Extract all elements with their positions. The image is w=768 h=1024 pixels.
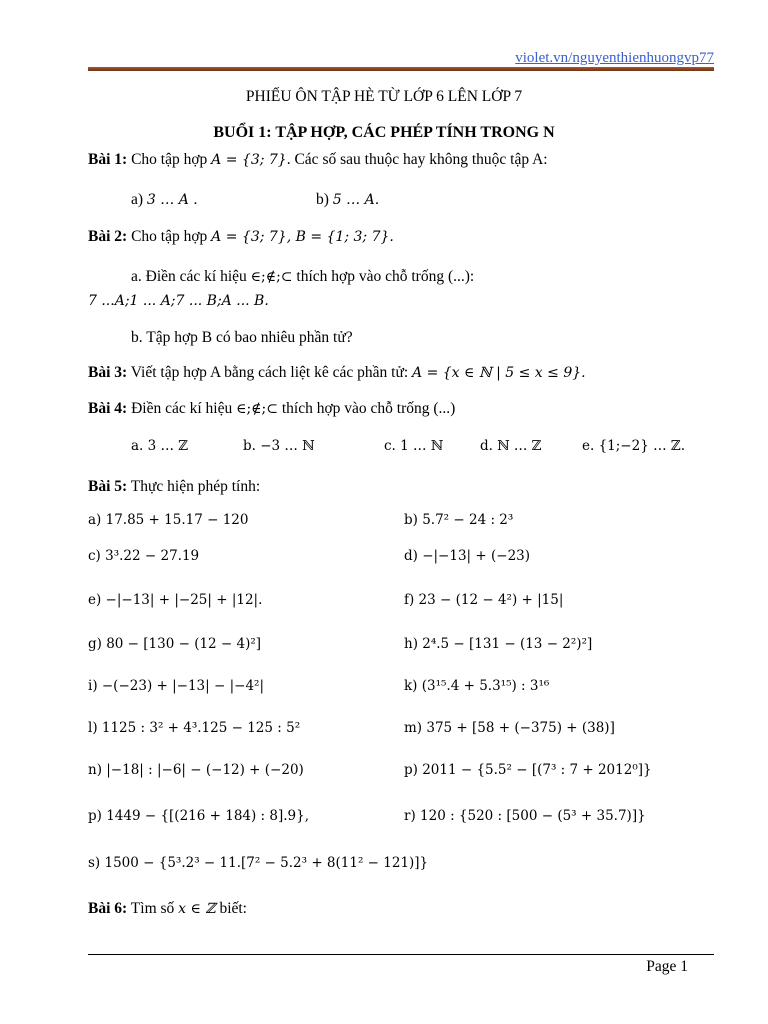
bai2-a-tail: thích hợp vào chỗ trống (...): <box>296 268 475 285</box>
bai2-a-expr: 7 ...A;1 ... A;7 ... B;A ... B. <box>88 293 269 309</box>
bai5-p2-expr: p) 2011 − {5.5² − [(7³ : 7 + 2012⁰]} <box>404 762 652 778</box>
bai2-symbols: ∈;∉;⊂ <box>250 269 293 285</box>
bai5-m-expr: m) 375 + [58 + (−375) + (38)] <box>404 720 615 736</box>
bai5-i-expr: i) −(−23) + |−13| − |−4²| <box>88 678 264 694</box>
bai5-d <box>404 548 530 565</box>
bai2-sets: A = {3; 7}, B = {1; 3; 7}. <box>211 229 394 245</box>
bai2-a-text: a. Điền các kí hiệu <box>131 268 247 285</box>
bai5-i <box>88 678 264 695</box>
bai5-text: Thực hiện phép tính: <box>130 478 261 495</box>
bai4-symbols: ∈;∉;⊂ <box>236 401 278 417</box>
bai5-e-expr: e) −|−13| + |−25| + |12|. <box>88 592 263 608</box>
bai5-s <box>88 855 428 872</box>
bai1-a <box>131 191 198 209</box>
bai5-b-expr: b) 5.7² − 24 : 2³ <box>404 512 514 528</box>
bai6-label: Bài 6: <box>88 900 128 917</box>
bai6-text: Tìm số <box>130 900 175 917</box>
bai6-tail: biết: <box>219 900 247 917</box>
bai4-tail: thích hợp vào chỗ trống (...) <box>281 400 456 417</box>
bai5-k-expr: k) (3¹⁵.4 + 5.3¹⁵) : 3¹⁶ <box>404 678 550 694</box>
bai1-b <box>316 191 379 209</box>
bai5-question <box>88 478 260 496</box>
bai5-f-expr: f) 23 − (12 − 4²) + |15| <box>404 592 564 608</box>
bai5-s-expr: s) 1500 − {5³.2³ − 11.[7² − 5.2³ + 8(11² − 121)]} <box>88 855 429 871</box>
bai3-question <box>88 364 586 382</box>
header-link[interactable]: violet.vn/nguyenthienhuongvp77 <box>515 50 714 66</box>
bai5-n-expr: n) |−18| : |−6| − (−12) + (−20) <box>88 762 304 778</box>
bai5-b <box>404 512 513 529</box>
bai5-r-expr: r) 120 : {520 : [500 − (5³ + 35.7)]} <box>404 808 646 824</box>
bai4-item-a <box>131 437 188 455</box>
bai5-e <box>88 592 262 609</box>
bai4-item-e-text: e. {1;−2} … ℤ. <box>582 438 686 454</box>
bai2-b: b. Tập hợp B có bao nhiêu phần tử? <box>131 329 353 346</box>
bai5-h <box>404 636 592 653</box>
bai5-p-expr: p) 1449 − {[(216 + 184) : 8].9}, <box>88 808 310 824</box>
bai2-label: Bài 2: <box>88 228 128 245</box>
bai1-label: Bài 1: <box>88 151 128 168</box>
bai5-a <box>88 512 248 529</box>
bai1-b-label: b) <box>316 191 329 208</box>
bai5-h-expr: h) 2⁴.5 − [131 − (13 − 2²)²] <box>404 636 593 652</box>
bai4-text: Điền các kí hiệu <box>131 400 233 417</box>
bai5-f <box>404 592 563 609</box>
bai4-item-b <box>243 437 315 455</box>
page-number: Page 1 <box>646 958 688 975</box>
bai4-item-c-text: c. 1 … ℕ <box>384 438 444 454</box>
bai1-set: A = {3; 7} <box>211 152 287 168</box>
bai4-item-a-text: a. 3 … ℤ <box>131 438 189 454</box>
bai4-label: Bài 4: <box>88 400 128 417</box>
bai5-c <box>88 548 199 565</box>
bai5-c-expr: c) 3³.22 − 27.19 <box>88 548 200 564</box>
bai1-question <box>88 151 548 169</box>
bai4-item-c <box>384 437 443 455</box>
bai5-p <box>88 808 309 825</box>
bai4-item-d-text: d. ℕ … ℤ <box>480 438 542 454</box>
session-title: BUỔI 1: TẬP HỢP, CÁC PHÉP TÍNH TRONG N <box>213 124 555 141</box>
footer-divider <box>88 954 714 955</box>
bai5-l-expr: l) 1125 : 3² + 4³.125 − 125 : 5² <box>88 720 301 736</box>
bai1-tail: . Các số sau thuộc hay không thuộc tập A: <box>286 151 548 168</box>
bai2-text: Cho tập hợp <box>131 228 208 245</box>
bai5-g-expr: g) 80 − [130 − (12 − 4)²] <box>88 636 262 652</box>
bai5-d-expr: d) −|−13| + (−23) <box>404 548 531 564</box>
bai3-text: Viết tập hợp A bằng cách liệt kê các phần tử: <box>130 364 409 381</box>
bai3-expr: A = {x ∈ ℕ | 5 ≤ x ≤ 9}. <box>412 365 586 381</box>
bai5-k <box>404 678 549 695</box>
bai1-a-expr: 3 … A . <box>146 192 198 208</box>
bai2-a-line <box>88 292 269 310</box>
header-divider <box>88 67 714 71</box>
bai1-a-label: a) <box>131 191 144 208</box>
bai5-n <box>88 762 304 779</box>
bai6-expr: x ∈ ℤ <box>178 901 216 917</box>
bai5-p2 <box>404 762 652 779</box>
bai5-a-expr: a) 17.85 + 15.17 − 120 <box>88 512 249 528</box>
bai5-m <box>404 720 615 737</box>
bai4-item-e <box>582 437 685 455</box>
bai5-l <box>88 720 300 737</box>
bai2-question <box>88 228 394 246</box>
bai5-r <box>404 808 646 825</box>
worksheet-title: PHIẾU ÔN TẬP HÈ TỪ LỚP 6 LÊN LỚP 7 <box>245 88 523 105</box>
bai5-g <box>88 636 261 653</box>
bai6-question <box>88 900 247 918</box>
bai3-label: Bài 3: <box>88 364 128 381</box>
bai5-label: Bài 5: <box>88 478 128 495</box>
bai1-text: Cho tập hợp <box>131 151 208 168</box>
bai4-item-d <box>480 437 542 455</box>
bai4-item-b-text: b. −3 … ℕ <box>243 438 315 454</box>
bai1-b-expr: 5 … A. <box>332 192 380 208</box>
bai4-question <box>88 400 455 418</box>
bai2-a <box>131 268 474 286</box>
